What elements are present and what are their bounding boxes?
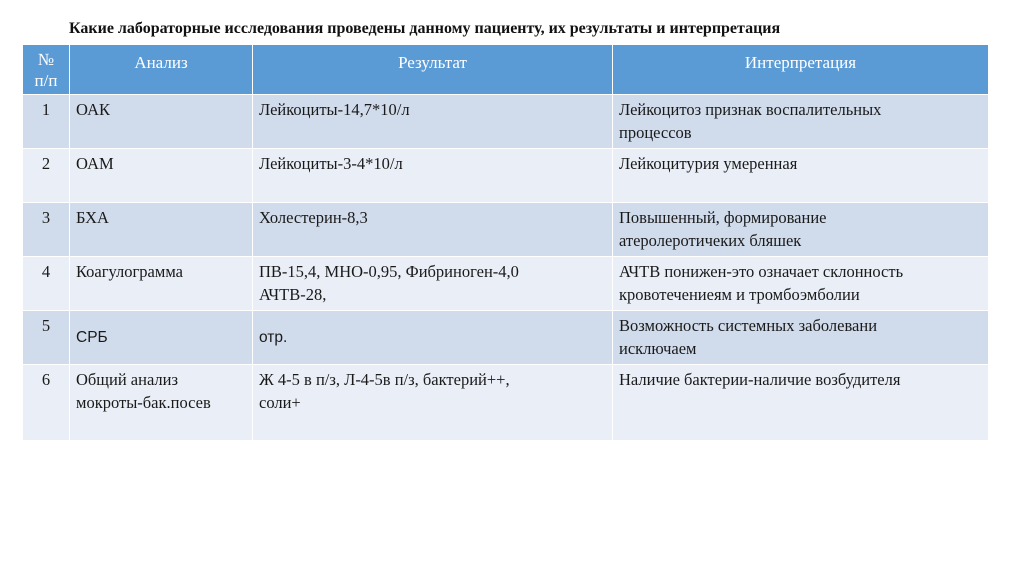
header-interpretation: Интерпретация bbox=[613, 45, 989, 95]
result-line: Ж 4-5 в п/з, Л-4-5в п/з, бактерий++, bbox=[259, 370, 510, 389]
row-num: 2 bbox=[23, 149, 70, 203]
row-interpretation bbox=[613, 311, 989, 365]
row-analysis: БХА bbox=[70, 203, 253, 257]
row-num: 4 bbox=[23, 257, 70, 311]
interpretation-line: атеролеротичеких бляшек bbox=[619, 231, 802, 250]
interpretation-line: исключаем bbox=[619, 339, 697, 358]
result-text: отр. bbox=[259, 329, 288, 346]
header-num bbox=[23, 45, 70, 95]
table-row bbox=[23, 149, 989, 203]
row-interpretation bbox=[613, 257, 989, 311]
interpretation-line: Повышенный, формирование bbox=[619, 208, 827, 227]
interpretation-line: кровотечениеям и тромбоэмболии bbox=[619, 285, 860, 304]
slide-title: Какие лабораторные исследования проведены данному пациенту, их результаты и интерпретация bbox=[69, 20, 781, 37]
interpretation-line: Лейкоцитурия умеренная bbox=[619, 154, 798, 173]
row-result bbox=[253, 257, 613, 311]
header-result: Результат bbox=[253, 45, 613, 95]
header-num-line2: п/п bbox=[34, 71, 58, 90]
row-result: Лейкоциты-14,7*10/л bbox=[253, 95, 613, 149]
result-line: соли+ bbox=[259, 393, 301, 412]
row-analysis: ОАМ bbox=[70, 149, 253, 203]
row-num: 6 bbox=[23, 365, 70, 441]
table-row bbox=[23, 95, 989, 149]
table-header-row bbox=[23, 45, 989, 95]
row-interpretation bbox=[613, 365, 989, 441]
row-interpretation bbox=[613, 203, 989, 257]
row-interpretation bbox=[613, 149, 989, 203]
row-result bbox=[253, 311, 613, 365]
result-line: ПВ-15,4, МНО-0,95, Фибриноген-4,0 bbox=[259, 262, 519, 281]
row-num: 3 bbox=[23, 203, 70, 257]
interpretation-line: Наличие бактерии-наличие возбудителя bbox=[619, 370, 901, 389]
result-line: АЧТВ-28, bbox=[259, 285, 327, 304]
table-row bbox=[23, 203, 989, 257]
row-result: Холестерин-8,3 bbox=[253, 203, 613, 257]
row-analysis bbox=[70, 311, 253, 365]
row-analysis: Коагулограмма bbox=[70, 257, 253, 311]
analysis-line: мокроты-бак.посев bbox=[76, 393, 211, 412]
interpretation-line: Лейкоцитоз признак воспалительных bbox=[619, 100, 882, 119]
table-row bbox=[23, 257, 989, 311]
interpretation-line: Возможность системных заболевани bbox=[619, 316, 878, 335]
analysis-line: Общий анализ bbox=[76, 370, 179, 389]
header-num-line1: № bbox=[37, 50, 55, 69]
row-result: Лейкоциты-3-4*10/л bbox=[253, 149, 613, 203]
table-row bbox=[23, 311, 989, 365]
row-analysis: ОАК bbox=[70, 95, 253, 149]
row-analysis bbox=[70, 365, 253, 441]
analysis-text: СРБ bbox=[76, 329, 108, 346]
row-result bbox=[253, 365, 613, 441]
row-num: 5 bbox=[23, 311, 70, 365]
lab-results-table bbox=[22, 44, 989, 441]
interpretation-line: процессов bbox=[619, 123, 692, 142]
table-row bbox=[23, 365, 989, 441]
row-interpretation bbox=[613, 95, 989, 149]
interpretation-line: АЧТВ понижен-это означает склонность bbox=[619, 262, 904, 281]
header-analysis: Анализ bbox=[70, 45, 253, 95]
row-num: 1 bbox=[23, 95, 70, 149]
